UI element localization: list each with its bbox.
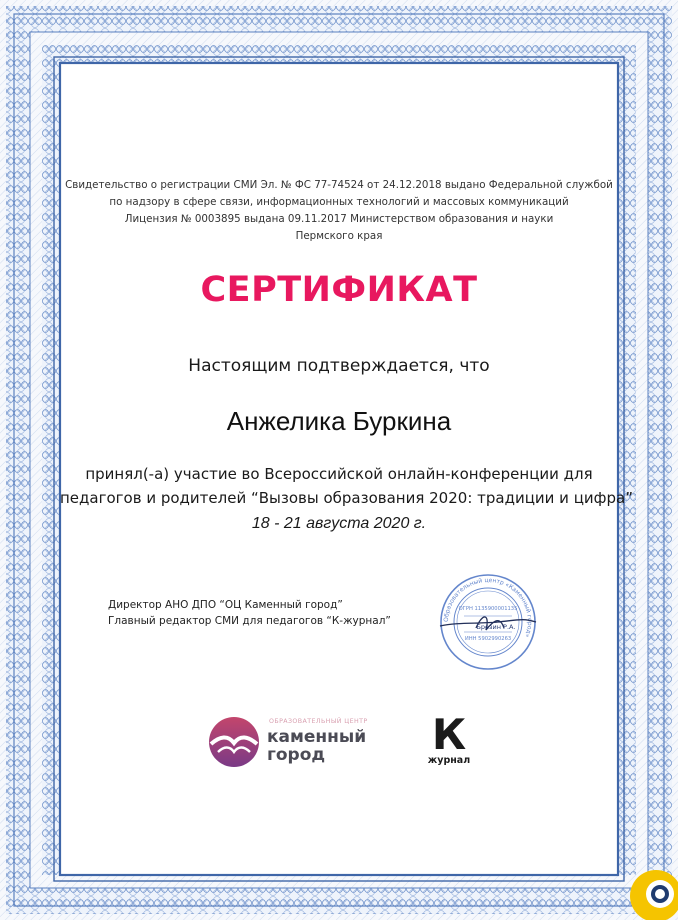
signer-line-1: Директор АНО ДПО “ОЦ Каменный город”: [108, 599, 343, 611]
recipient-name: Анжелика Буркина: [226, 406, 452, 436]
kamenny-gorod-word-1: каменный: [267, 727, 367, 747]
k-journal-logo: [424, 710, 474, 774]
registration-line-3: Лицензия № 0003895 выдана 09.11.2017 Министерством образования и науки: [124, 213, 554, 225]
k-journal-letter: К: [431, 710, 467, 759]
stamp-ring-text: Образовательный центр «Каменный город»: [442, 576, 534, 639]
stamp-inn: ИНН 5902990263: [464, 636, 512, 642]
kamenny-gorod-logo: [208, 714, 368, 770]
kamenny-gorod-emblem-icon: [208, 716, 260, 768]
stamp-ogrn: ОГРН 1135900001135: [458, 606, 518, 612]
stamp-signature-name: Брезин Р.А.: [476, 623, 516, 631]
signers-block: [108, 597, 391, 629]
k-journal-word: журнал: [427, 755, 471, 766]
registration-line-4: Пермского края: [295, 230, 383, 242]
certificate-title: СЕРТИФИКАТ: [200, 270, 478, 310]
registration-info: [60, 177, 618, 245]
kamenny-gorod-word-2: город: [267, 745, 326, 765]
event-line-2: педагогов и родителей “Вызовы образования 2020: традиции и цифра”: [60, 489, 633, 507]
event-line-1: принял(-а) участие во Всероссийской онлайн-конференции для: [85, 465, 593, 483]
kamenny-gorod-caption: ОБРАЗОВАТЕЛЬНЫЙ ЦЕНТР: [269, 718, 368, 725]
signer-line-2: Главный редактор СМИ для педагогов “К-журнал”: [108, 615, 391, 627]
registration-line-1: Свидетельство о регистрации СМИ Эл. № ФС 77-74524 от 24.12.2018 выдано Федеральной службой: [65, 179, 613, 191]
seal-stamp: [438, 572, 538, 672]
registration-line-2: по надзору в сфере связи, информационных технологий и массовых коммуникаций: [109, 196, 569, 208]
corner-badge-icon: [622, 862, 678, 920]
event-description: [60, 462, 633, 510]
confirmation-text: Настоящим подтверждается, что: [188, 356, 490, 376]
event-dates: 18 - 21 августа 2020 г.: [251, 515, 427, 532]
